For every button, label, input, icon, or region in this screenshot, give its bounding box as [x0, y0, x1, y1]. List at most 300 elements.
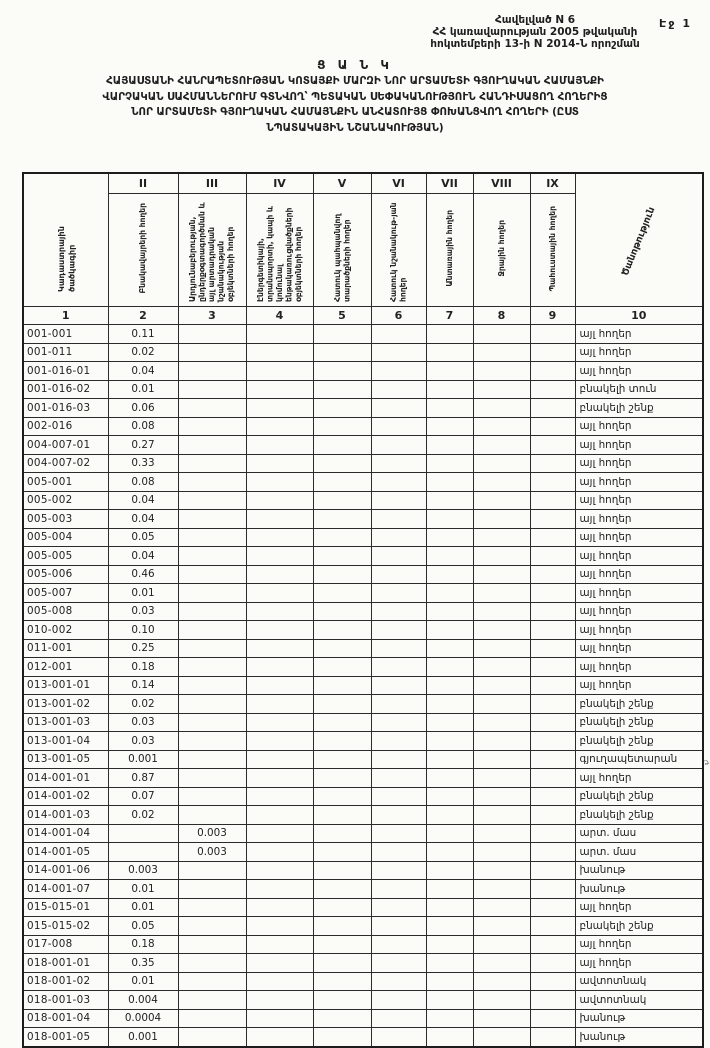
empty-cell — [530, 750, 575, 769]
table-row — [23, 417, 703, 436]
note-cell: այլ հողեր — [575, 621, 703, 640]
industrial-land-area-cell — [178, 602, 246, 621]
empty-cell — [530, 547, 575, 566]
industrial-land-area-cell — [178, 343, 246, 362]
column-number: 1 — [23, 307, 108, 325]
empty-cell — [530, 880, 575, 899]
empty-cell — [530, 473, 575, 492]
empty-cell — [473, 769, 530, 788]
empty-cell — [473, 658, 530, 677]
empty-cell — [371, 806, 426, 825]
industrial-land-area-cell — [178, 954, 246, 973]
industrial-land-area-cell — [178, 713, 246, 732]
industrial-land-area-cell — [178, 972, 246, 991]
residential-land-area-cell: 0.33 — [108, 454, 178, 473]
table-row — [23, 658, 703, 677]
column-number: 8 — [473, 307, 530, 325]
empty-cell — [530, 362, 575, 381]
empty-cell — [426, 824, 473, 843]
industrial-land-area-cell — [178, 658, 246, 677]
header-special-purpose-lands-label: Հատուկ նշանակութ-յան հողեր — [389, 202, 408, 302]
empty-cell — [371, 454, 426, 473]
industrial-land-area-cell — [178, 473, 246, 492]
header-note — [575, 173, 703, 307]
table-row — [23, 880, 703, 899]
table-row — [23, 843, 703, 862]
empty-cell — [530, 621, 575, 640]
note-cell: այլ հողեր — [575, 565, 703, 584]
note-cell: ավտոտնակ — [575, 991, 703, 1010]
residential-land-area-cell: 0.35 — [108, 954, 178, 973]
page-number: Էջ 1 — [659, 17, 692, 30]
cadastral-code-cell: 014-001-05 — [23, 843, 108, 862]
empty-cell — [313, 343, 371, 362]
table-row — [23, 510, 703, 529]
empty-cell — [426, 1009, 473, 1028]
header-water-lands-label: Ջրային հողեր — [496, 220, 506, 277]
cadastral-code-cell: 013-001-03 — [23, 713, 108, 732]
header-energy-transport-lands-label: Էներգետիկայի, տրանսպորտի, կապի և կոմունալ ենթակառուցվածքների օբյեկտների հողեր — [255, 205, 303, 302]
cadastral-code-cell: 018-001-02 — [23, 972, 108, 991]
roman-numeral: IX — [530, 173, 575, 194]
cadastral-code-cell: 005-004 — [23, 528, 108, 547]
header-special-purpose-lands — [371, 194, 426, 307]
empty-cell — [371, 972, 426, 991]
empty-cell — [530, 584, 575, 603]
note-cell: խանութ — [575, 880, 703, 899]
empty-cell — [473, 325, 530, 344]
residential-land-area-cell: 0.08 — [108, 473, 178, 492]
empty-cell — [313, 380, 371, 399]
table-row — [23, 972, 703, 991]
table-row — [23, 639, 703, 658]
empty-cell — [246, 861, 313, 880]
empty-cell — [246, 658, 313, 677]
cadastral-code-cell: 012-001 — [23, 658, 108, 677]
industrial-land-area-cell — [178, 436, 246, 455]
note-cell: արտ. մաս — [575, 843, 703, 862]
cadastral-code-cell: 015-015-02 — [23, 917, 108, 936]
empty-cell — [530, 658, 575, 677]
empty-cell — [246, 417, 313, 436]
cadastral-code-cell: 004-007-02 — [23, 454, 108, 473]
roman-numeral: II — [108, 173, 178, 194]
empty-cell — [313, 602, 371, 621]
empty-cell — [473, 380, 530, 399]
cadastral-code-cell: 013-001-01 — [23, 676, 108, 695]
residential-land-area-cell: 0.004 — [108, 991, 178, 1010]
residential-land-area-cell: 0.03 — [108, 713, 178, 732]
document-title — [14, 74, 696, 136]
empty-cell — [313, 769, 371, 788]
note-cell: բնակելի տուն — [575, 380, 703, 399]
header-residential-lands-label: Բնակավայրերի հողեր — [138, 203, 148, 294]
empty-cell — [313, 584, 371, 603]
industrial-land-area-cell — [178, 787, 246, 806]
cadastral-code-cell: 001-011 — [23, 343, 108, 362]
empty-cell — [313, 824, 371, 843]
table-body — [23, 325, 703, 1047]
title-line: ՆՈՐ ԱՐՏԱՄԵՏԻ ԳՅՈՒՂԱԿԱՆ ՀԱՄԱՅՆՔԻՆ ԱՆՀԱՏՈՒՅՑ ՓՈԽԱՆՑՎՈՂ ՀՈՂԵՐԻ (ԸՍՏ — [131, 106, 579, 119]
empty-cell — [426, 695, 473, 714]
empty-cell — [246, 325, 313, 344]
empty-cell — [473, 695, 530, 714]
empty-cell — [473, 917, 530, 936]
residential-land-area-cell: 0.01 — [108, 584, 178, 603]
note-cell: այլ հողեր — [575, 510, 703, 529]
empty-cell — [473, 972, 530, 991]
cadastral-code-cell: 005-001 — [23, 473, 108, 492]
table-row — [23, 824, 703, 843]
residential-land-area-cell: 0.04 — [108, 510, 178, 529]
empty-cell — [246, 399, 313, 418]
column-number: 4 — [246, 307, 313, 325]
column-number: 3 — [178, 307, 246, 325]
roman-numeral: III — [178, 173, 246, 194]
roman-numeral: VIII — [473, 173, 530, 194]
empty-cell — [473, 565, 530, 584]
empty-cell — [530, 954, 575, 973]
header-reserve-lands — [530, 194, 575, 307]
residential-land-area-cell: 0.11 — [108, 325, 178, 344]
cadastral-code-cell: 005-008 — [23, 602, 108, 621]
appendix-line: ՀՀ կառավարության 2005 թվականի — [432, 26, 638, 39]
table-row — [23, 584, 703, 603]
empty-cell — [246, 362, 313, 381]
empty-cell — [246, 880, 313, 899]
note-cell: այլ հողեր — [575, 602, 703, 621]
empty-cell — [371, 880, 426, 899]
empty-cell — [473, 732, 530, 751]
empty-cell — [530, 454, 575, 473]
residential-land-area-cell: 0.18 — [108, 658, 178, 677]
table-row — [23, 399, 703, 418]
column-number: 7 — [426, 307, 473, 325]
residential-land-area-cell: 0.03 — [108, 602, 178, 621]
note-cell: բնակելի շենք — [575, 917, 703, 936]
empty-cell — [246, 639, 313, 658]
cadastral-code-cell: 014-001-07 — [23, 880, 108, 899]
empty-cell — [473, 436, 530, 455]
cadastral-code-cell: 014-001-06 — [23, 861, 108, 880]
empty-cell — [246, 769, 313, 788]
empty-cell — [313, 454, 371, 473]
empty-cell — [473, 343, 530, 362]
industrial-land-area-cell — [178, 1028, 246, 1047]
empty-cell — [246, 510, 313, 529]
industrial-land-area-cell — [178, 454, 246, 473]
roman-numeral: VII — [426, 173, 473, 194]
empty-cell — [313, 547, 371, 566]
empty-cell — [371, 547, 426, 566]
cadastral-code-cell: 013-001-04 — [23, 732, 108, 751]
empty-cell — [473, 861, 530, 880]
note-cell: այլ հողեր — [575, 362, 703, 381]
residential-land-area-cell: 0.001 — [108, 750, 178, 769]
table-row — [23, 1009, 703, 1028]
note-cell: բնակելի շենք — [575, 695, 703, 714]
industrial-land-area-cell — [178, 547, 246, 566]
empty-cell — [426, 510, 473, 529]
industrial-land-area-cell — [178, 399, 246, 418]
table-row — [23, 491, 703, 510]
empty-cell — [473, 362, 530, 381]
empty-cell — [313, 713, 371, 732]
industrial-land-area-cell — [178, 991, 246, 1010]
empty-cell — [473, 880, 530, 899]
residential-land-area-cell: 0.02 — [108, 806, 178, 825]
empty-cell — [313, 972, 371, 991]
table-row — [23, 1028, 703, 1047]
cadastral-code-cell: 014-001-01 — [23, 769, 108, 788]
header-residential-lands — [108, 194, 178, 307]
empty-cell — [530, 861, 575, 880]
column-number: 5 — [313, 307, 371, 325]
empty-cell — [530, 602, 575, 621]
note-cell: այլ հողեր — [575, 639, 703, 658]
empty-cell — [473, 954, 530, 973]
cadastral-code-cell: 005-007 — [23, 584, 108, 603]
note-cell: բնակելի շենք — [575, 732, 703, 751]
industrial-land-area-cell — [178, 621, 246, 640]
residential-land-area-cell: 0.01 — [108, 880, 178, 899]
empty-cell — [473, 454, 530, 473]
empty-cell — [426, 362, 473, 381]
industrial-land-area-cell — [178, 676, 246, 695]
empty-cell — [313, 898, 371, 917]
empty-cell — [371, 898, 426, 917]
residential-land-area-cell: 0.04 — [108, 491, 178, 510]
empty-cell — [426, 491, 473, 510]
cadastral-code-cell: 018-001-04 — [23, 1009, 108, 1028]
note-cell: բնակելի շենք — [575, 713, 703, 732]
column-number-row — [23, 307, 703, 325]
industrial-land-area-cell — [178, 639, 246, 658]
cadastral-code-cell: 010-002 — [23, 621, 108, 640]
residential-land-area-cell: 0.46 — [108, 565, 178, 584]
cadastral-code-cell: 014-001-02 — [23, 787, 108, 806]
empty-cell — [246, 1009, 313, 1028]
empty-cell — [530, 917, 575, 936]
note-cell: այլ հողեր — [575, 528, 703, 547]
empty-cell — [313, 917, 371, 936]
table-row — [23, 547, 703, 566]
industrial-land-area-cell — [178, 380, 246, 399]
empty-cell — [246, 621, 313, 640]
empty-cell — [246, 898, 313, 917]
empty-cell — [313, 732, 371, 751]
empty-cell — [426, 861, 473, 880]
empty-cell — [473, 584, 530, 603]
empty-cell — [246, 787, 313, 806]
empty-cell — [246, 676, 313, 695]
empty-cell — [530, 806, 575, 825]
header-cadastral-code-label: Կադաստրային ծածկագիր — [55, 226, 76, 292]
industrial-land-area-cell — [178, 584, 246, 603]
empty-cell — [473, 991, 530, 1010]
empty-cell — [371, 491, 426, 510]
note-cell: այլ հողեր — [575, 676, 703, 695]
residential-land-area-cell: 0.03 — [108, 732, 178, 751]
empty-cell — [313, 806, 371, 825]
header-industrial-lands-label: Արդյունաբերության, ընդերքօգտագործման և այլ արտադրական նշանակության օբյեկտների հողեր — [188, 202, 236, 302]
empty-cell — [371, 510, 426, 529]
empty-cell — [371, 787, 426, 806]
empty-cell — [473, 806, 530, 825]
empty-cell — [530, 695, 575, 714]
note-cell: այլ հողեր — [575, 325, 703, 344]
table-row — [23, 528, 703, 547]
residential-land-area-cell: 0.27 — [108, 436, 178, 455]
note-cell: խանութ — [575, 861, 703, 880]
empty-cell — [530, 972, 575, 991]
table-row — [23, 991, 703, 1010]
cadastral-code-cell: 001-016-03 — [23, 399, 108, 418]
empty-cell — [313, 436, 371, 455]
empty-cell — [426, 325, 473, 344]
empty-cell — [371, 658, 426, 677]
empty-cell — [371, 824, 426, 843]
column-number: 9 — [530, 307, 575, 325]
cadastral-code-cell: 001-016-01 — [23, 362, 108, 381]
empty-cell — [246, 547, 313, 566]
empty-cell — [473, 935, 530, 954]
cadastral-code-cell: 013-001-05 — [23, 750, 108, 769]
table-row — [23, 565, 703, 584]
empty-cell — [426, 528, 473, 547]
empty-cell — [246, 454, 313, 473]
roman-numeral-row — [23, 173, 703, 194]
industrial-land-area-cell — [178, 1009, 246, 1028]
industrial-land-area-cell — [178, 750, 246, 769]
empty-cell — [246, 732, 313, 751]
empty-cell — [371, 528, 426, 547]
cadastral-code-cell: 005-003 — [23, 510, 108, 529]
empty-cell — [530, 769, 575, 788]
note-cell: այլ հողեր — [575, 473, 703, 492]
empty-cell — [530, 843, 575, 862]
empty-cell — [371, 639, 426, 658]
header-energy-transport-lands — [246, 194, 313, 307]
cadastral-code-cell: 013-001-02 — [23, 695, 108, 714]
empty-cell — [313, 954, 371, 973]
note-cell: խանութ — [575, 1028, 703, 1047]
empty-cell — [246, 565, 313, 584]
empty-cell — [473, 510, 530, 529]
appendix-line: հոկտեմբերի 13-ի N 2014-Ն որոշման — [430, 38, 640, 51]
residential-land-area-cell: 0.06 — [108, 399, 178, 418]
cadastral-code-cell: 005-002 — [23, 491, 108, 510]
empty-cell — [246, 695, 313, 714]
header-water-lands — [473, 194, 530, 307]
empty-cell — [426, 584, 473, 603]
empty-cell — [530, 343, 575, 362]
table-row — [23, 695, 703, 714]
empty-cell — [313, 417, 371, 436]
residential-land-area-cell: 0.01 — [108, 380, 178, 399]
note-cell: արտ. մաս — [575, 824, 703, 843]
empty-cell — [371, 380, 426, 399]
empty-cell — [473, 491, 530, 510]
empty-cell — [530, 528, 575, 547]
empty-cell — [246, 991, 313, 1010]
empty-cell — [473, 473, 530, 492]
empty-cell — [313, 510, 371, 529]
empty-cell — [371, 954, 426, 973]
empty-cell — [426, 732, 473, 751]
table-row — [23, 380, 703, 399]
empty-cell — [530, 325, 575, 344]
empty-cell — [426, 547, 473, 566]
cadastral-code-cell: 018-001-01 — [23, 954, 108, 973]
header-cadastral-code — [23, 173, 108, 307]
residential-land-area-cell: 0.05 — [108, 528, 178, 547]
industrial-land-area-cell — [178, 769, 246, 788]
empty-cell — [371, 1009, 426, 1028]
cadastral-code-cell: 014-001-04 — [23, 824, 108, 843]
empty-cell — [246, 917, 313, 936]
header-forest-lands-label: Անտառային հողեր — [444, 210, 454, 287]
residential-land-area-cell: 0.001 — [108, 1028, 178, 1047]
note-cell: այլ հողեր — [575, 417, 703, 436]
residential-land-area-cell: 0.0004 — [108, 1009, 178, 1028]
empty-cell — [371, 769, 426, 788]
empty-cell — [426, 454, 473, 473]
empty-cell — [313, 491, 371, 510]
empty-cell — [371, 732, 426, 751]
empty-cell — [313, 528, 371, 547]
table-row — [23, 917, 703, 936]
empty-cell — [473, 621, 530, 640]
empty-cell — [530, 787, 575, 806]
empty-cell — [426, 639, 473, 658]
empty-cell — [246, 935, 313, 954]
empty-cell — [371, 991, 426, 1010]
appendix-reference — [370, 14, 700, 50]
table-row — [23, 769, 703, 788]
empty-cell — [371, 861, 426, 880]
empty-cell — [246, 806, 313, 825]
empty-cell — [473, 898, 530, 917]
residential-land-area-cell: 0.003 — [108, 861, 178, 880]
table-row — [23, 806, 703, 825]
empty-cell — [246, 824, 313, 843]
land-list-table — [22, 172, 704, 1048]
empty-cell — [530, 732, 575, 751]
empty-cell — [313, 676, 371, 695]
residential-land-area-cell: 0.04 — [108, 362, 178, 381]
empty-cell — [426, 917, 473, 936]
table-row — [23, 713, 703, 732]
empty-cell — [246, 713, 313, 732]
empty-cell — [530, 1028, 575, 1047]
residential-land-area-cell — [108, 824, 178, 843]
empty-cell — [371, 621, 426, 640]
residential-land-area-cell: 0.87 — [108, 769, 178, 788]
empty-cell — [426, 991, 473, 1010]
empty-cell — [246, 584, 313, 603]
empty-cell — [246, 954, 313, 973]
table-row — [23, 898, 703, 917]
cadastral-code-cell: 018-001-03 — [23, 991, 108, 1010]
industrial-land-area-cell — [178, 861, 246, 880]
empty-cell — [246, 602, 313, 621]
title-line: ՀԱՅԱՍՏԱՆԻ ՀԱՆՐԱՊԵՏՈՒԹՅԱՆ ԿՈՏԱՅՔԻ ՄԱՐԶԻ ՆՈՐ ԱՐՏԱՄԵՏԻ ԳՅՈՒՂԱԿԱՆ ՀԱՄԱՅՆՔԻ — [106, 75, 604, 88]
cadastral-code-cell: 005-006 — [23, 565, 108, 584]
empty-cell — [313, 639, 371, 658]
empty-cell — [313, 658, 371, 677]
empty-cell — [246, 473, 313, 492]
